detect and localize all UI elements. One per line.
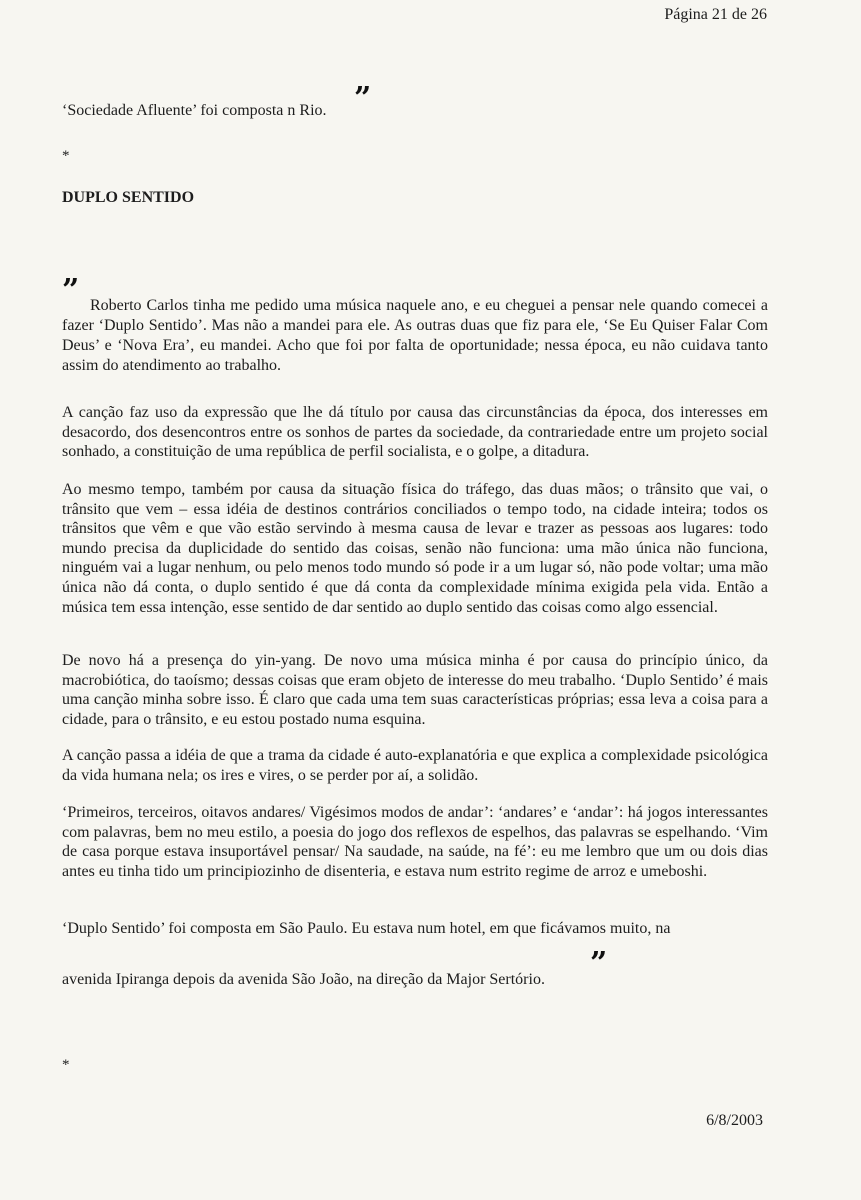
- paragraph-2: A canção faz uso da expressão que lhe dá título por causa das circunstâncias da época, dos interesses em desacordo, dos desencontros entre os sonhos de partes da sociedade, da contrariedade entre um projeto social sonhado, a constituição de uma república de perfil socialista, e o golpe, a ditadura.: [62, 404, 768, 461]
- paragraph-7: ‘Duplo Sentido’ foi composta em São Paulo. Eu estava num hotel, em que ficávamos muito, na: [62, 920, 671, 937]
- paragraph-1-text: Roberto Carlos tinha me pedido uma música naquele ano, e eu cheguei a pensar nele quando comecei a fazer ‘Duplo Sentido’. Mas não a mandei para ele. As outras duas que fiz para ele, ‘Se Eu Quiser Falar Com Deus’ e ‘Nova Era’, eu mandei. Acho que foi por falta de oportunidade; nessa época, eu não cuidava tanto assim do atendimento ao trabalho.: [62, 297, 768, 374]
- section-title: DUPLO SENTIDO: [62, 189, 195, 206]
- intro-line: ‘Sociedade Afluente’ foi composta n Rio.: [62, 102, 327, 119]
- paragraph-3: Ao mesmo tempo, também por causa da situação física do tráfego, das duas mãos; o trânsito que vai, o trânsito que vem – essa idéia de destinos contrários conciliados o tempo todo, na cidade inteira; todos os trânsitos que vêm e que vão estão servindo à mesma causa de levar e trazer as pessoas aos lugares: todo mundo precisa da duplicidade do sentido das coisas, senão não funciona: uma mão única não funciona, ninguém vai a lugar nenhum, ou pelo menos todo mundo só pode ir a um lugar só, não pode voltar; uma mão única não dá conta, o duplo sentido é que dá conta da complexidade mínima exigida pela vida. Então a música tem essa intenção, esse sentido de dar sentido ao duplo sentido das coisas como algo essencial.: [62, 481, 768, 616]
- separator-asterisk: *: [62, 148, 70, 164]
- separator-asterisk-2: *: [62, 1057, 70, 1073]
- closing-quote-mark-2: ”: [590, 946, 606, 981]
- page-number: Página 21 de 26: [664, 6, 767, 23]
- closing-quote-mark: ”: [354, 81, 370, 116]
- final-line: avenida Ipiranga depois da avenida São João, na direção da Major Sertório.: [62, 971, 545, 988]
- paragraph-6: ‘Primeiros, terceiros, oitavos andares/ Vigésimos modos de andar’: ‘andares’ e ‘andar’: há jogos interessantes com palavras, bem no meu estilo, a poesia do jogo dos reflexos de espelhos, das palavras se espelhando. ‘Vim de casa porque estava insuportável pensar/ Na saudade, na saúde, na fé’: eu me lembro que um ou dois dias antes eu tinha tido um principiozinho de disenteria, e estava num estrito regime de arroz e umeboshi.: [62, 804, 768, 880]
- document-date: 6/8/2003: [706, 1112, 763, 1129]
- paragraph-4: De novo há a presença do yin-yang. De novo uma música minha é por causa do princípio único, da macrobiótica, do taoísmo; dessas coisas que eram objeto de interesse do meu trabalho. ‘Duplo Sentido’ é mais uma canção minha sobre isso. É claro que cada uma tem suas características próprias; essa leva a coisa para a cidade, para o trânsito, e eu estou postado numa esquina.: [62, 652, 768, 728]
- paragraph-1: [62, 296, 768, 376]
- opening-quote-mark: ”: [62, 273, 78, 308]
- paragraph-5: A canção passa a idéia de que a trama da cidade é auto-explanatória e que explica a complexidade psicológica da vida humana nela; os ires e vires, o se perder por aí, a solidão.: [62, 747, 768, 784]
